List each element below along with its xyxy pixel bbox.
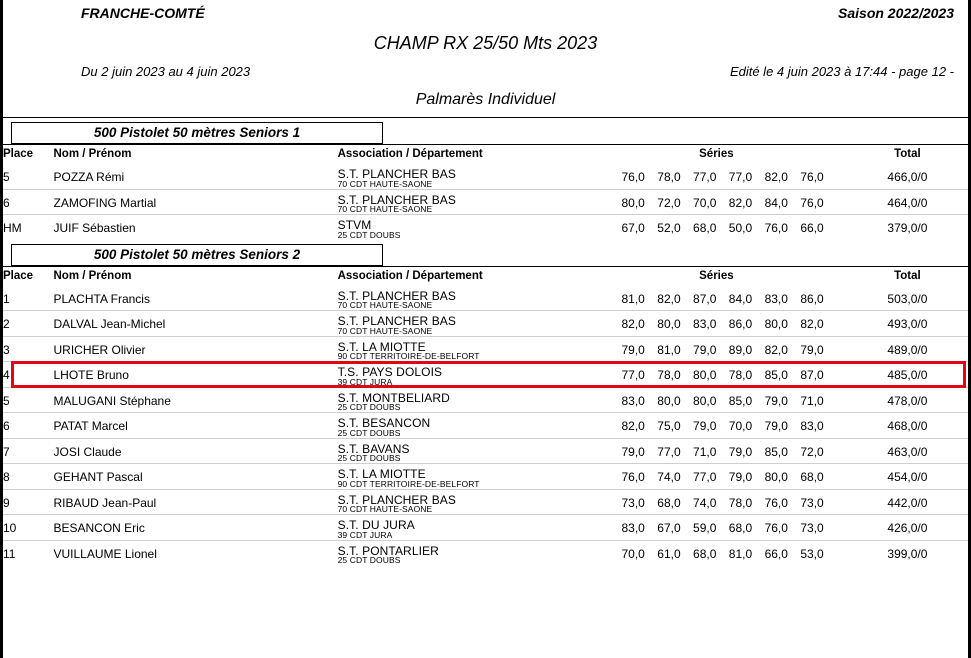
cell-serie-4: 78,0 [716, 489, 752, 515]
department-name: 90 CDT TERRITOIRE-DE-BELFORT [337, 479, 480, 487]
cell-serie-4: 86,0 [716, 311, 752, 337]
table-header-2 [3, 267, 968, 286]
cell-total: 464,0/0 [847, 189, 968, 215]
cell-serie-6: 53,0 [800, 546, 824, 561]
cell-serie-5: 84,0 [752, 189, 788, 215]
club-name: S.T. MONTBELIARD [337, 390, 450, 405]
cell-gap [824, 215, 847, 240]
cell-gap [824, 387, 847, 413]
cell-gap [824, 464, 847, 490]
cell-serie-3: 77,0 [681, 464, 717, 490]
header-name: Nom / Prénom [53, 148, 132, 160]
cell-place: 3 [3, 336, 54, 362]
cell-name: MALUGANI Stéphane [54, 387, 338, 413]
cell-serie-2: 75,0 [645, 413, 681, 439]
header-association: Association / Département [337, 148, 483, 160]
table-row [3, 286, 968, 311]
header-association: Association / Département [337, 269, 483, 282]
cell-serie-5: 85,0 [752, 438, 788, 464]
cell-association [338, 311, 609, 337]
cell-association [338, 489, 609, 515]
club-name: S.T. LA MIOTTE [337, 467, 426, 481]
cell-serie-5: 80,0 [752, 464, 788, 490]
cell-serie-4: 77,0 [716, 164, 752, 189]
results-table-2 [3, 267, 968, 566]
cell-serie-3: 68,0 [693, 546, 717, 561]
cell-association [338, 336, 609, 362]
header-divider [3, 117, 968, 118]
cell-place: 5 [3, 164, 54, 189]
cell-serie-4: 50,0 [728, 221, 753, 235]
cell-serie-3: 77,0 [681, 164, 717, 189]
table-row [3, 438, 968, 464]
cell-serie-3: 87,0 [681, 286, 717, 311]
table-body-2 [3, 286, 968, 566]
cell-name: LHOTE Bruno [54, 362, 338, 388]
cell-serie-2: 78,0 [645, 362, 681, 388]
cell-serie-2: 82,0 [645, 286, 681, 311]
cell-place: 8 [3, 464, 54, 490]
cell-total: 463,0/0 [847, 438, 968, 464]
department-name: 70 CDT HAUTE-SAONE [337, 205, 433, 212]
cell-total: 503,0/0 [847, 286, 968, 311]
cell-place: 10 [3, 515, 54, 541]
club-name: S.T. PLANCHER BAS [337, 288, 457, 303]
cell-gap [824, 189, 847, 215]
results-table-2-wrap [3, 267, 968, 566]
cell-serie-2: 80,0 [645, 387, 681, 413]
cell-serie-5: 76,0 [752, 515, 788, 541]
cell-serie-5: 79,0 [752, 387, 788, 413]
cell-place: 11 [3, 546, 16, 561]
cell-serie-1: 76,0 [609, 164, 645, 189]
cell-serie-1: 77,0 [609, 362, 645, 388]
cell-serie-5: 66,0 [764, 546, 788, 561]
cell-serie-6: 87,0 [788, 362, 824, 388]
cell-serie-2: 68,0 [645, 489, 681, 515]
cell-serie-2: 81,0 [645, 336, 681, 362]
cell-serie-3: 74,0 [681, 489, 717, 515]
cell-place: 4 [3, 362, 54, 388]
cell-serie-2: 78,0 [645, 164, 681, 189]
cell-serie-5: 76,0 [752, 489, 788, 515]
region-label: FRANCHE-COMTÉ [81, 5, 205, 21]
cell-serie-5: 85,0 [752, 362, 788, 388]
cell-total: 442,0/0 [847, 489, 968, 515]
table-row [3, 336, 968, 362]
cell-serie-4: 84,0 [716, 286, 752, 311]
table-row [3, 311, 968, 337]
cell-serie-2: 61,0 [657, 546, 681, 561]
department-name: 70 CDT HAUTE-SAONE [337, 505, 433, 512]
cell-serie-1: 80,0 [609, 189, 645, 215]
department-name: 25 CDT DOUBS [337, 556, 401, 563]
cell-serie-1: 73,0 [609, 489, 645, 515]
cell-serie-2: 77,0 [645, 438, 681, 464]
cell-total: 379,0/0 [887, 221, 928, 235]
department-name: 70 CDT HAUTE-SAONE [337, 326, 433, 334]
club-name: S.T. BAVANS [337, 441, 410, 456]
cell-name: JOSI Claude [54, 438, 338, 464]
cell-name: GEHANT Pascal [54, 464, 338, 490]
cell-serie-5: 82,0 [752, 336, 788, 362]
cell-serie-6: 71,0 [788, 387, 824, 413]
cell-serie-4: 79,0 [716, 438, 752, 464]
cell-serie-3: 83,0 [681, 311, 717, 337]
cell-serie-4: 85,0 [716, 387, 752, 413]
cell-gap [824, 515, 847, 541]
cell-serie-2: 67,0 [645, 515, 681, 541]
cell-association [338, 540, 609, 565]
table-row [3, 362, 968, 388]
club-name: S.T. PLANCHER BAS [337, 492, 457, 507]
cell-gap [824, 336, 847, 362]
cell-serie-2: 52,0 [657, 221, 681, 235]
cell-place: HM [3, 221, 22, 235]
cell-serie-3: 70,0 [681, 189, 717, 215]
cell-serie-1: 83,0 [609, 515, 645, 541]
cell-gap [824, 311, 847, 337]
cell-serie-1: 83,0 [609, 387, 645, 413]
cell-serie-6: 66,0 [800, 221, 824, 235]
competition-dates: Du 2 juin 2023 au 4 juin 2023 [81, 64, 251, 79]
club-name: T.S. PAYS DOLOIS [337, 365, 443, 379]
table-row [3, 464, 968, 490]
club-name: S.T. DU JURA [337, 518, 415, 532]
cell-serie-1: 79,0 [609, 438, 645, 464]
cell-gap [824, 438, 847, 464]
cell-serie-5: 80,0 [752, 311, 788, 337]
cell-association [338, 464, 609, 490]
cell-gap [824, 540, 847, 565]
cell-serie-5: 83,0 [752, 286, 788, 311]
cell-serie-1: 82,0 [609, 311, 645, 337]
club-name: S.T. PONTARLIER [337, 543, 439, 558]
club-name: S.T. LA MIOTTE [337, 339, 426, 354]
cell-total: 489,0/0 [847, 336, 968, 362]
club-name: S.T. PLANCHER BAS [337, 167, 457, 181]
header-total: Total [894, 148, 921, 160]
cell-name: VUILLAUME Lionel [53, 546, 157, 561]
cell-place: 7 [3, 438, 54, 464]
cell-serie-4: 68,0 [716, 515, 752, 541]
department-name: 70 CDT HAUTE-SAONE [337, 301, 433, 308]
cell-serie-3: 80,0 [681, 362, 717, 388]
cell-association [338, 387, 609, 413]
cell-association [338, 413, 609, 439]
table-row [3, 413, 968, 439]
cell-total: 399,0/0 [887, 546, 928, 561]
cell-association [338, 515, 609, 541]
cell-serie-1: 67,0 [621, 221, 645, 235]
page-subtitle: Palmarès Individuel [415, 91, 556, 108]
header-place: Place [3, 148, 34, 160]
results-table-1-wrap [3, 145, 968, 240]
club-name: S.T. PLANCHER BAS [337, 192, 457, 207]
cell-total: 466,0/0 [847, 164, 968, 189]
cell-serie-4: 89,0 [716, 336, 752, 362]
cell-gap [824, 489, 847, 515]
competition-title: CHAMP RX 25/50 Mts 2023 [373, 33, 598, 53]
section-banner-2 [3, 244, 968, 266]
cell-total: 454,0/0 [847, 464, 968, 490]
cell-serie-5: 82,0 [752, 164, 788, 189]
cell-place: 1 [3, 286, 54, 311]
cell-serie-6: 73,0 [788, 515, 824, 541]
cell-total: 493,0/0 [847, 311, 968, 337]
cell-gap [824, 413, 847, 439]
cell-serie-3: 68,0 [693, 221, 717, 235]
cell-name: URICHER Olivier [54, 336, 338, 362]
table-row [3, 164, 968, 189]
department-name: 25 CDT DOUBS [337, 428, 401, 436]
cell-serie-4: 78,0 [716, 362, 752, 388]
cell-association [338, 164, 609, 189]
cell-total: 468,0/0 [847, 413, 968, 439]
department-name: 39 CDT JURA [337, 530, 393, 538]
department-name: 25 CDT DOUBS [337, 403, 401, 410]
department-name: 90 CDT TERRITOIRE-DE-BELFORT [337, 352, 480, 359]
cell-association [338, 189, 609, 215]
table-row [3, 387, 968, 413]
cell-total: 478,0/0 [847, 387, 968, 413]
cell-serie-6: 72,0 [788, 438, 824, 464]
cell-association [338, 362, 609, 388]
cell-serie-3: 79,0 [681, 336, 717, 362]
cell-serie-6: 68,0 [788, 464, 824, 490]
cell-serie-2: 74,0 [645, 464, 681, 490]
table-row [3, 189, 968, 215]
cell-serie-1: 82,0 [609, 413, 645, 439]
cell-serie-3: 71,0 [681, 438, 717, 464]
cell-association [338, 438, 609, 464]
cell-serie-3: 79,0 [681, 413, 717, 439]
cell-serie-4: 70,0 [716, 413, 752, 439]
cell-serie-6: 79,0 [788, 336, 824, 362]
cell-serie-6: 76,0 [788, 164, 824, 189]
cell-serie-3: 59,0 [681, 515, 717, 541]
cell-name: BESANCON Eric [54, 515, 338, 541]
cell-place: 9 [3, 489, 54, 515]
season-label: Saison 2022/2023 [838, 5, 954, 21]
club-name: S.T. BESANCON [337, 416, 431, 430]
cell-serie-5: 79,0 [752, 413, 788, 439]
cell-serie-1: 70,0 [621, 546, 645, 561]
department-name: 25 CDT DOUBS [337, 454, 401, 461]
cell-association [338, 286, 609, 311]
cell-serie-4: 79,0 [716, 464, 752, 490]
document-header [3, 0, 968, 23]
cell-total: 426,0/0 [847, 515, 968, 541]
cell-serie-6: 86,0 [788, 286, 824, 311]
table-row [3, 489, 968, 515]
cell-gap [824, 362, 847, 388]
table-row [3, 515, 968, 541]
cell-place: 6 [3, 189, 54, 215]
section-banner-1 [3, 122, 968, 144]
cell-serie-1: 81,0 [609, 286, 645, 311]
department-name: 39 CDT JURA [337, 377, 393, 385]
cell-name: ZAMOFING Martial [54, 189, 338, 215]
section-title: 500 Pistolet 50 mètres Seniors 1 [93, 125, 301, 140]
header-gap [824, 145, 847, 164]
header-gap [824, 267, 847, 286]
cell-total: 485,0/0 [847, 362, 968, 388]
cell-name: POZZA Rémi [54, 164, 338, 189]
cell-place: 6 [3, 413, 54, 439]
cell-name: RIBAUD Jean-Paul [54, 489, 338, 515]
cell-serie-6: 73,0 [788, 489, 824, 515]
cell-serie-6: 82,0 [788, 311, 824, 337]
cell-serie-2: 80,0 [645, 311, 681, 337]
cell-serie-4: 81,0 [728, 546, 753, 561]
cell-serie-1: 76,0 [609, 464, 645, 490]
table-header-1 [3, 145, 968, 164]
cell-serie-1: 79,0 [609, 336, 645, 362]
cell-serie-6: 76,0 [788, 189, 824, 215]
header-name: Nom / Prénom [53, 269, 132, 282]
cell-name: PATAT Marcel [54, 413, 338, 439]
cell-serie-5: 76,0 [764, 221, 788, 235]
department-name: 70 CDT HAUTE-SAONE [337, 179, 433, 187]
table-body-1 [3, 164, 968, 240]
table-row [3, 215, 968, 240]
edition-info: Edité le 4 juin 2023 à 17:44 - page 12 - [729, 64, 954, 79]
cell-serie-6: 83,0 [788, 413, 824, 439]
section-title: 500 Pistolet 50 mètres Seniors 2 [93, 246, 301, 262]
header-place: Place [3, 269, 34, 282]
cell-serie-2: 72,0 [645, 189, 681, 215]
header-total: Total [894, 269, 921, 282]
cell-name: DALVAL Jean-Michel [54, 311, 338, 337]
header-series: Séries [699, 148, 734, 160]
table-row [3, 540, 968, 565]
cell-gap [824, 286, 847, 311]
club-name: STVM [337, 218, 372, 232]
cell-gap [824, 164, 847, 189]
cell-association [338, 215, 609, 240]
cell-place: 2 [3, 311, 54, 337]
department-name: 25 CDT DOUBS [337, 230, 401, 238]
cell-place: 5 [3, 387, 54, 413]
cell-serie-3: 80,0 [681, 387, 717, 413]
header-series: Séries [699, 269, 734, 282]
cell-name: PLACHTA Francis [54, 286, 338, 311]
cell-serie-4: 82,0 [716, 189, 752, 215]
cell-name: JUIF Sébastien [53, 221, 136, 235]
club-name: S.T. PLANCHER BAS [337, 314, 457, 328]
results-table-1 [3, 145, 968, 240]
